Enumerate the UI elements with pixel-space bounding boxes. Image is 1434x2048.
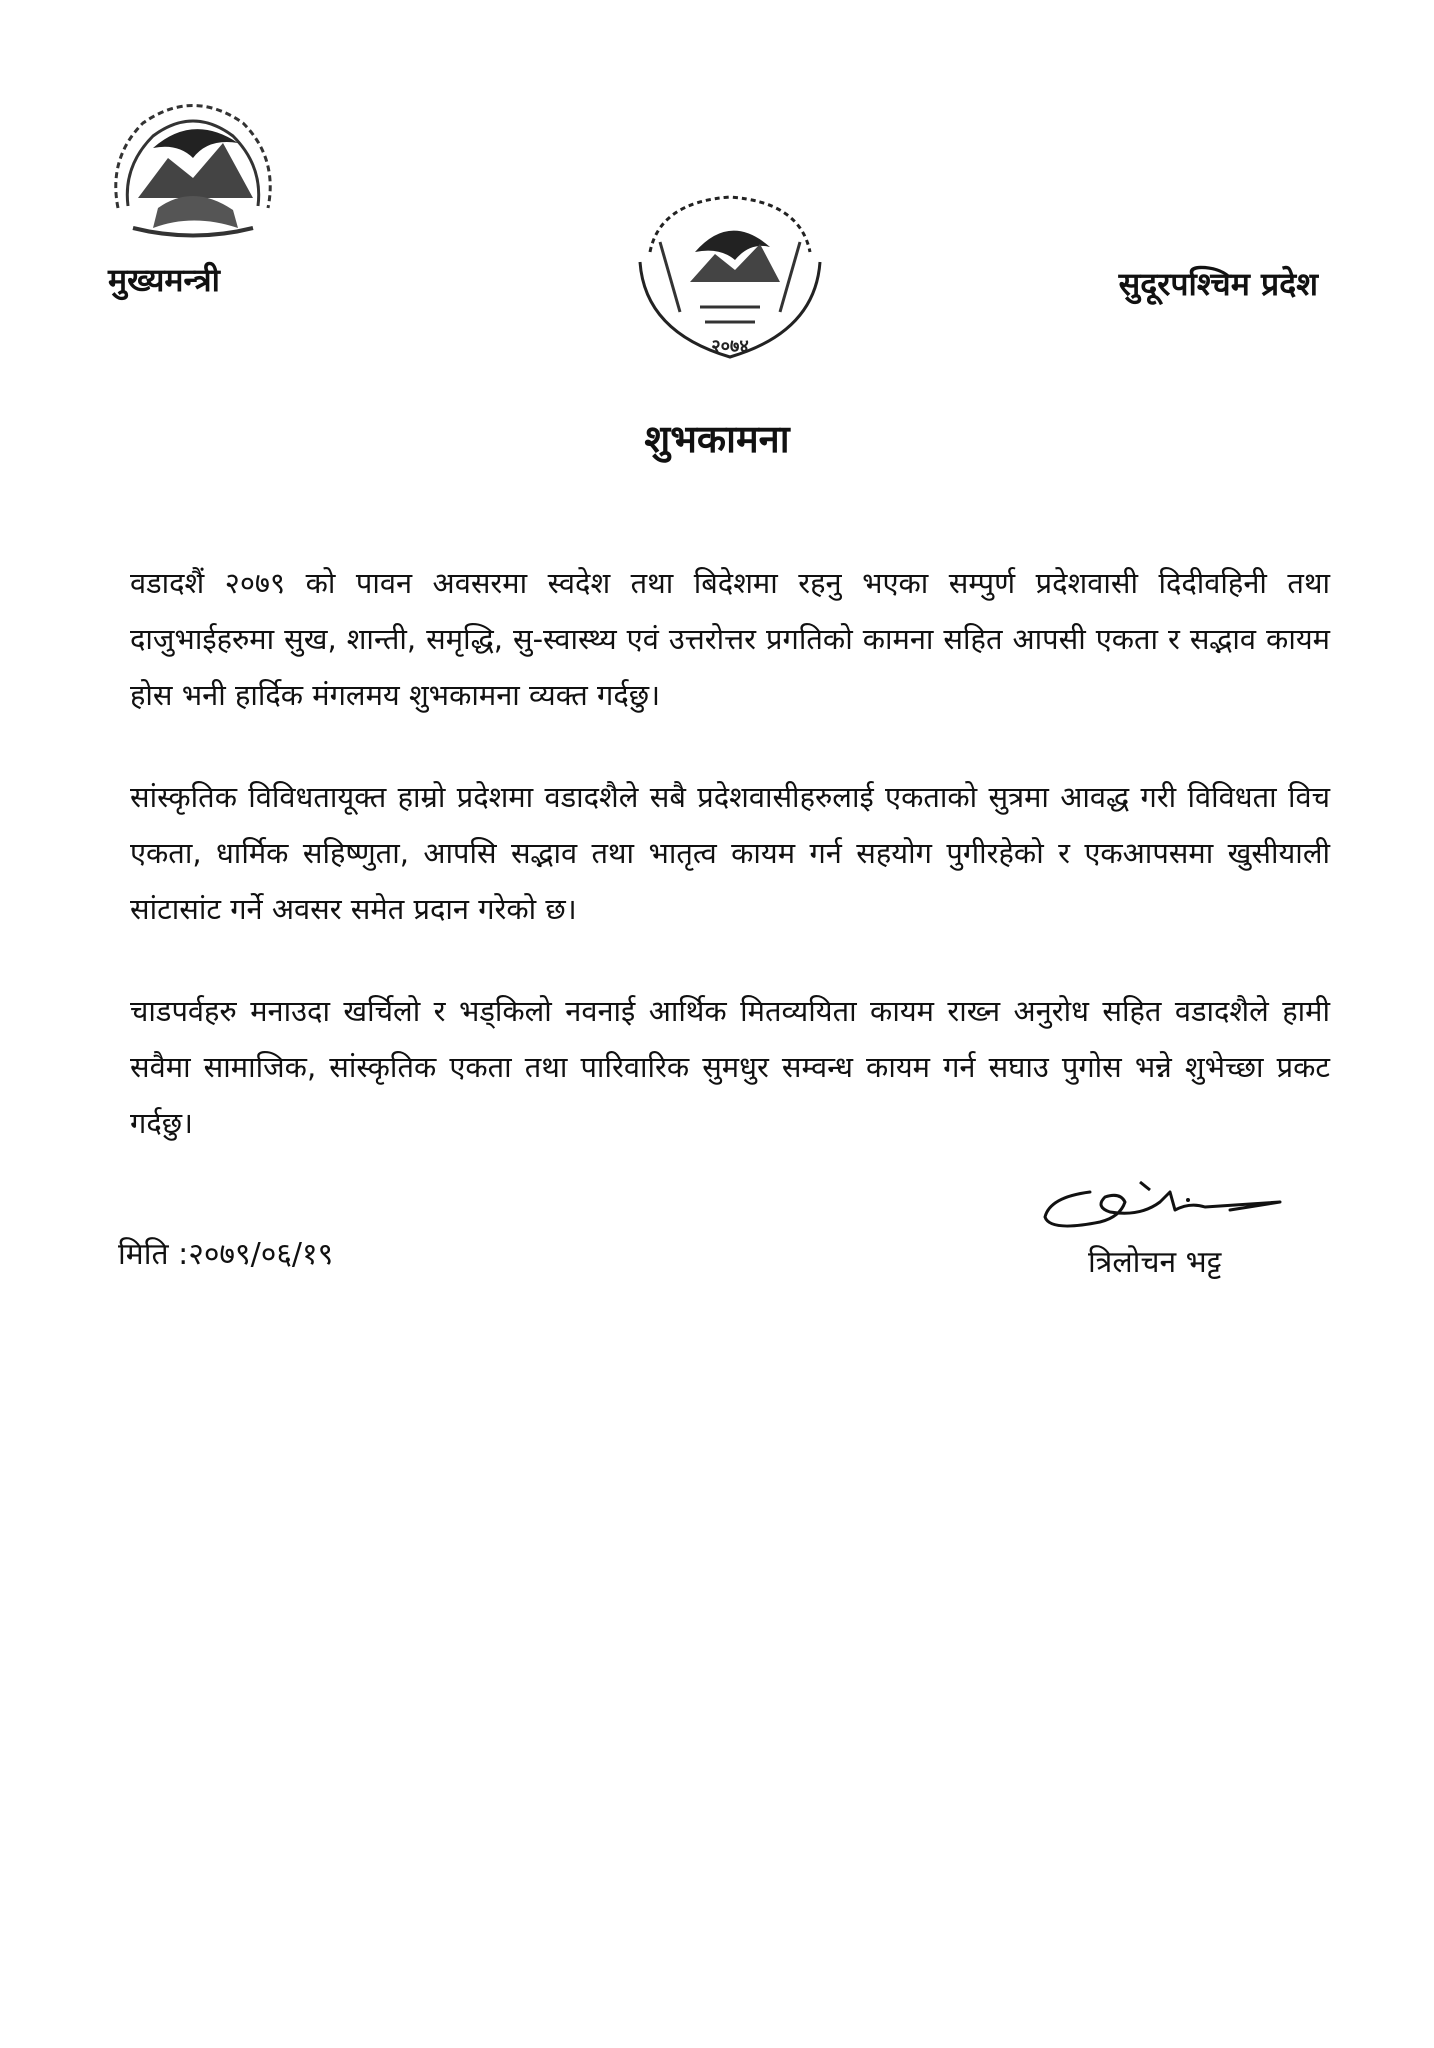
province-label: सुदूरपश्चिम प्रदेश: [1118, 265, 1318, 303]
chief-minister-label: मुख्यमन्त्री: [108, 261, 220, 299]
letter-body: [130, 555, 1330, 1197]
paragraph: चाडपर्वहरु मनाउदा खर्चिलो र भड्किलो नवनाई आर्थिक मितव्ययिता कायम राख्न अनुरोध सहित वडादशैले हामी सवैमा सामाजिक, सांस्कृतिक एकता तथा पारिवारिक सुमधुर सम्वन्ध कायम गर्न सघाउ पुगोस भन्ने शुभेच्छा प्रकट गर्दछु।: [130, 994, 1330, 1140]
paragraph: वडादशैं २०७९ को पावन अवसरमा स्वदेश तथा बिदेशमा रहनु भएका सम्पुर्ण प्रदेशवासी दिदीवहिनी तथा दाजुभाईहरुमा सुख, शान्ती, समृद्धि, सु-स्वास्थ्य एवं उत्तरोत्तर प्रगतिको कामना सहित आपसी एकता र सद्भाव कायम होस भनी हार्दिक मंगलमय शुभकामना व्यक्त गर्दछु।: [130, 566, 1330, 712]
seal-year: २०७४: [711, 336, 749, 357]
date-line: मिति :२०७९/०६/१९: [118, 1237, 334, 1272]
signatory-name: त्रिलोचन भट्ट: [1088, 1245, 1222, 1280]
handwritten-signature: [1030, 1162, 1290, 1242]
page-title: शुभकामना: [644, 417, 790, 461]
paragraph: सांस्कृतिक विविधतायूक्त हाम्रो प्रदेशमा वडादशैले सबै प्रदेशवासीहरुलाई एकताको सुत्रमा आवद्ध गरी विविधता विच एकता, धार्मिक सहिष्णुता, आपसि सद्भाव तथा भातृत्व कायम गर्न सहयोग पुगीरहेको र एकआपसमा खुसीयाली सांटासांट गर्ने अवसर समेत प्रदान गरेको छ।: [130, 780, 1330, 926]
nepal-emblem-icon: [98, 88, 288, 248]
office-seal-icon: [620, 182, 840, 372]
